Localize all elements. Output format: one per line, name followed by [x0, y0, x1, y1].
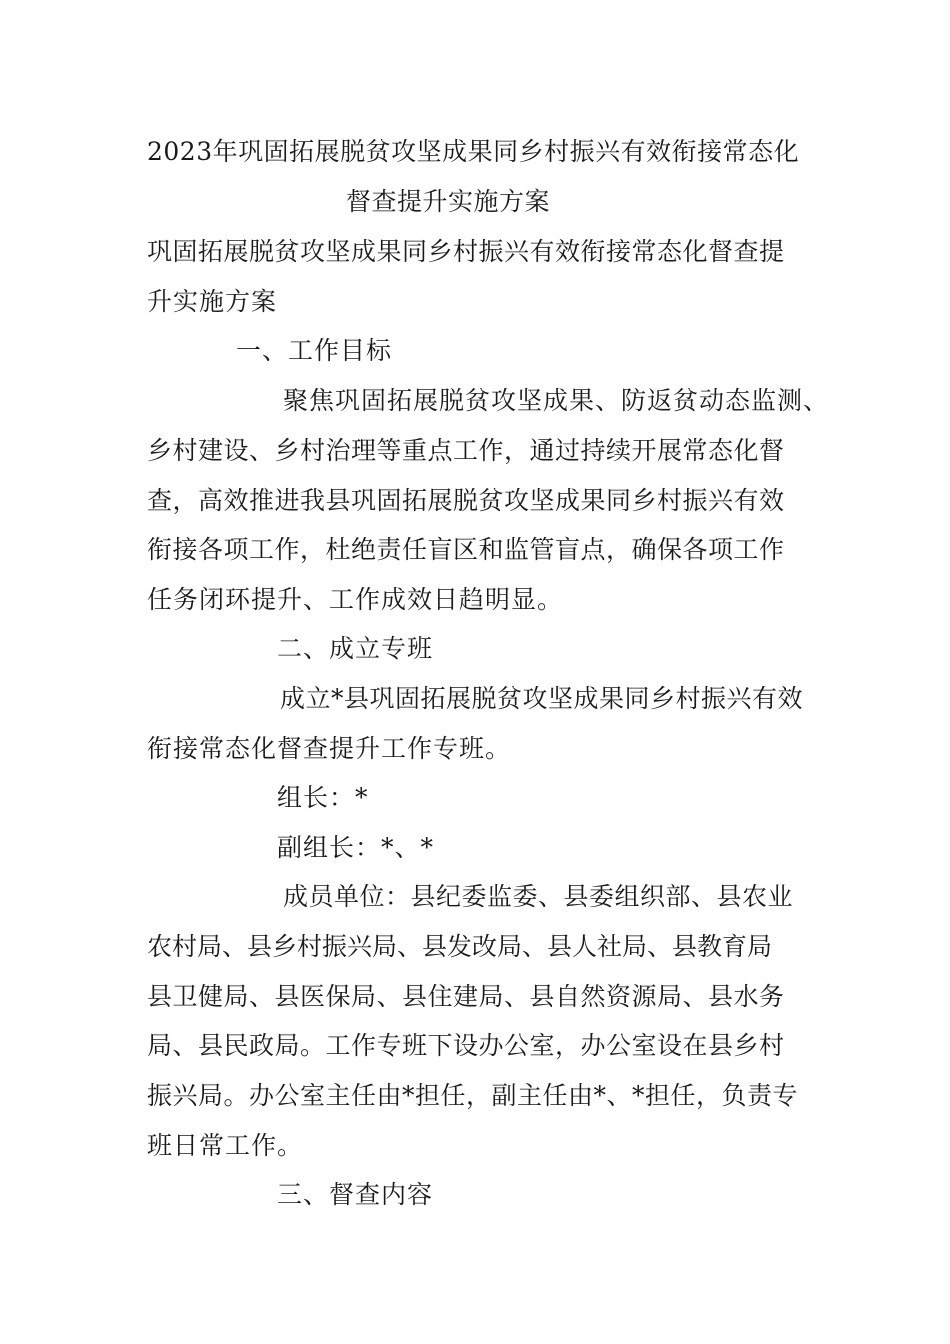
section1-heading: 一、工作目标: [236, 336, 393, 365]
members-paragraph-line: 农村局、县乡村振兴局、县发改局、县人社局、县教育局: [147, 932, 773, 961]
section1-paragraph-line: 查，高效推进我县巩固拓展脱贫攻坚成果同乡村振兴有效: [147, 486, 785, 515]
members-paragraph-line: 振兴局。办公室主任由*担任，副主任由*、*担任，负责专: [147, 1081, 799, 1110]
subtitle-line-1: 巩固拓展脱贫攻坚成果同乡村振兴有效衔接常态化督查提: [147, 237, 785, 266]
section2-paragraph-line: 衔接常态化督查提升工作专班。: [147, 734, 512, 763]
deputy-leader-line: 副组长：*、*: [277, 833, 435, 862]
section2-heading: 二、成立专班: [277, 634, 434, 663]
document-title-line-1: 2023年巩固拓展脱贫攻坚成果同乡村振兴有效衔接常态化: [147, 137, 800, 166]
document-title-line-2: 督查提升实施方案: [346, 187, 551, 216]
section3-heading: 三、督查内容: [277, 1180, 434, 1209]
leader-line: 组长：*: [277, 783, 369, 812]
members-paragraph-line: 局、县民政局。工作专班下设办公室，办公室设在县乡村: [147, 1031, 785, 1060]
section1-paragraph-line: 聚焦巩固拓展脱贫攻坚成果、防返贫动态监测、: [283, 386, 830, 415]
members-paragraph-line: 县卫健局、县医保局、县住建局、县自然资源局、县水务: [147, 982, 785, 1011]
section1-paragraph-line: 乡村建设、乡村治理等重点工作，通过持续开展常态化督: [147, 436, 785, 465]
subtitle-line-2: 升实施方案: [147, 287, 278, 316]
section1-paragraph-line: 衔接各项工作，杜绝责任盲区和监管盲点，确保各项工作: [147, 535, 785, 564]
members-paragraph-line: 班日常工作。: [147, 1131, 304, 1160]
section2-paragraph-line: 成立*县巩固拓展脱贫攻坚成果同乡村振兴有效: [280, 684, 804, 713]
members-paragraph-line: 成员单位：县纪委监委、县委组织部、县农业: [283, 882, 794, 911]
section1-paragraph-line: 任务闭环提升、工作成效日趋明显。: [147, 585, 564, 614]
